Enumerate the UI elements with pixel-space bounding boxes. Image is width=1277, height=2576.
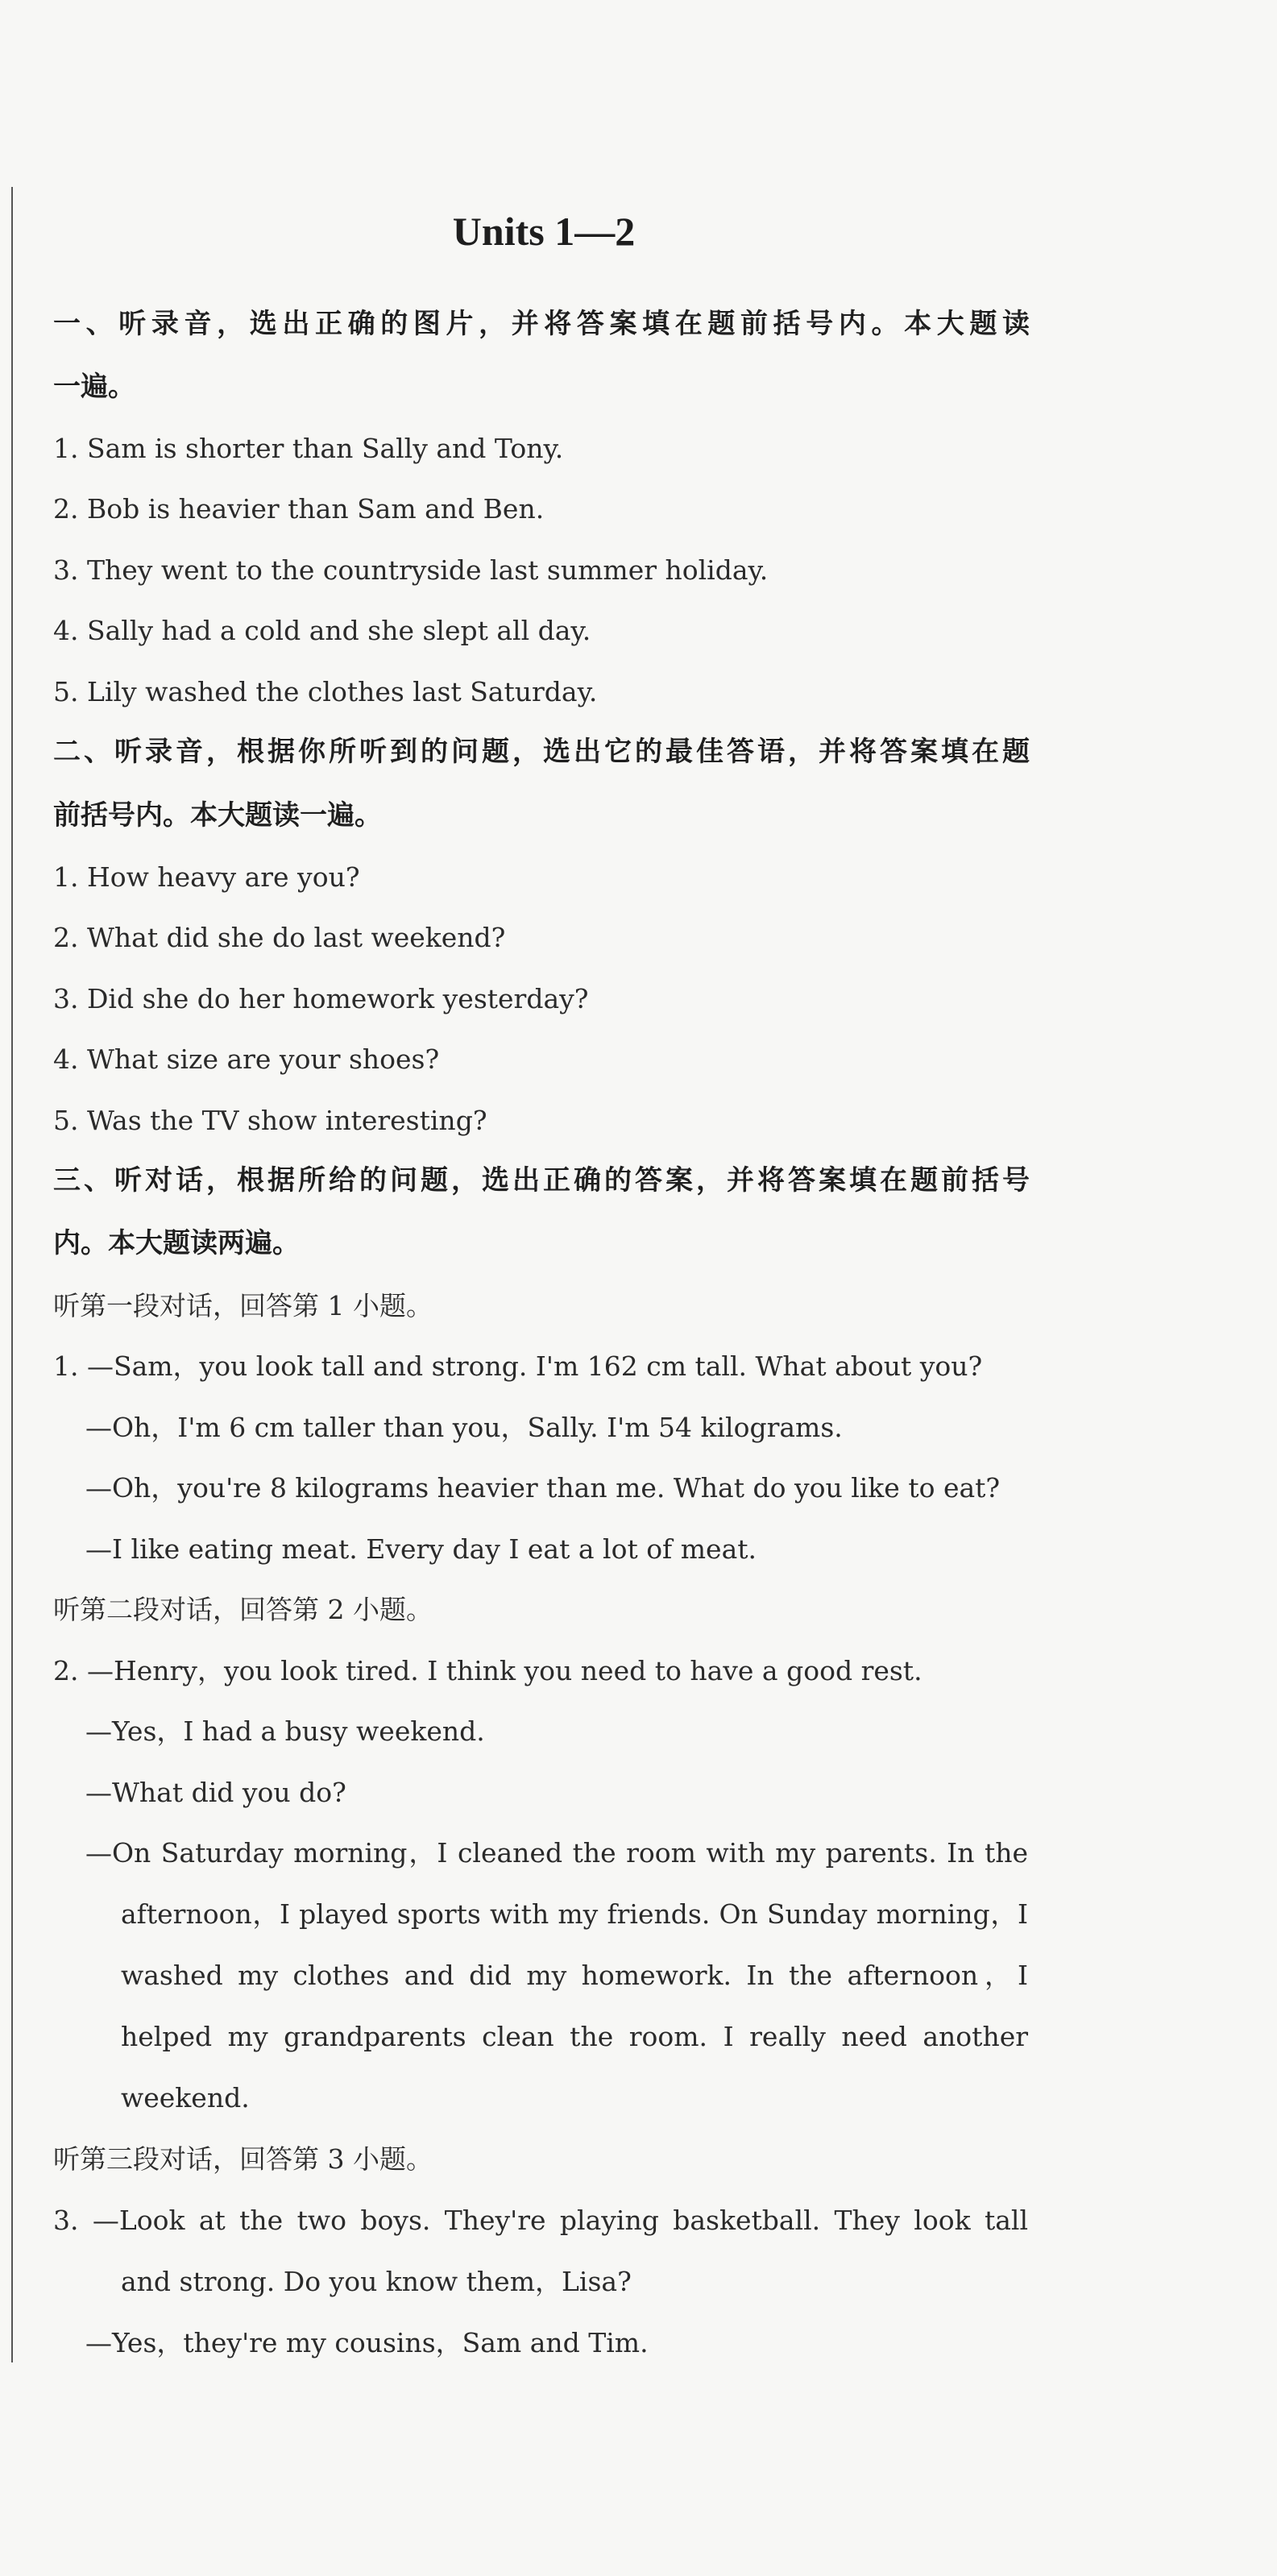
section-1-item-1: 1. Sam is shorter than Sally and Tony. bbox=[53, 433, 564, 464]
dialog-3-line-2: —Yes，they're my cousins，Sam and Tim. bbox=[85, 2327, 649, 2358]
dialog-2-prompt: 听第二段对话，回答第 2 小题。 bbox=[53, 1594, 433, 1625]
dialog-1-line-3: —Oh，you're 8 kilograms heavier than me. What do you like to eat? bbox=[85, 1472, 1001, 1504]
margin-line bbox=[11, 187, 13, 2362]
section-3-heading-line-1: 三、听对话，根据所给的问题，选出正确的答案，并将答案填在题前括号 bbox=[53, 1164, 1030, 1197]
dialog-2-line-2: —Yes，I had a busy weekend. bbox=[85, 1715, 485, 1747]
section-2-item-5: 5. Was the TV show interesting? bbox=[53, 1105, 487, 1136]
dialog-2-line-4: —On Saturday morning，I cleaned the room with my parents. In the bbox=[85, 1837, 1028, 1869]
dialog-2-cont-3: helped my grandparents clean the room. I really need another bbox=[121, 2021, 1028, 2052]
section-3-heading-line-2: 内。本大题读两遍。 bbox=[53, 1227, 300, 1259]
section-2-item-4: 4. What size are your shoes? bbox=[53, 1043, 440, 1075]
dialog-2-line-3: —What did you do? bbox=[85, 1777, 346, 1808]
dialog-1-line-4: —I like eating meat. Every day I eat a lot of meat. bbox=[85, 1533, 757, 1565]
section-2-heading-line-1: 二、听录音，根据你所听到的问题，选出它的最佳答语，并将答案填在题 bbox=[53, 736, 1030, 768]
dialog-2-cont-2: washed my clothes and did my homework. In the afternoon，I bbox=[121, 1960, 1028, 1991]
section-1-item-5: 5. Lily washed the clothes last Saturday. bbox=[53, 676, 598, 707]
section-1-item-4: 4. Sally had a cold and she slept all day. bbox=[53, 615, 591, 646]
section-2-heading-line-2: 前括号内。本大题读一遍。 bbox=[53, 799, 382, 832]
dialog-1-line-2: —Oh，I'm 6 cm taller than you，Sally. I'm 54 kilograms. bbox=[85, 1412, 843, 1443]
section-1-heading-line-1: 一、听录音，选出正确的图片，并将答案填在题前括号内。本大题读 bbox=[53, 308, 1030, 340]
section-1-item-2: 2. Bob is heavier than Sam and Ben. bbox=[53, 493, 545, 525]
dialog-1-line-1: 1. —Sam，you look tall and strong. I'm 162 cm tall. What about you? bbox=[53, 1350, 983, 1382]
dialog-2-line-1: 2. —Henry，you look tired. I think you need to have a good rest. bbox=[53, 1655, 923, 1686]
dialog-3-cont-1: and strong. Do you know them，Lisa? bbox=[121, 2266, 632, 2297]
dialog-3-line-1: 3. —Look at the two boys. They're playing basketball. They look tall bbox=[53, 2205, 1028, 2236]
section-2-item-3: 3. Did she do her homework yesterday? bbox=[53, 983, 589, 1014]
section-1-heading-line-2: 一遍。 bbox=[53, 371, 135, 403]
section-2-item-1: 1. How heavy are you? bbox=[53, 861, 360, 893]
page-title: Units 1—2 bbox=[452, 209, 636, 254]
section-1-item-3: 3. They went to the countryside last summer holiday. bbox=[53, 554, 769, 586]
dialog-2-cont-1: afternoon，I played sports with my friends. On Sunday morning，I bbox=[121, 1898, 1028, 1930]
dialog-3-prompt: 听第三段对话，回答第 3 小题。 bbox=[53, 2143, 433, 2175]
dialog-2-cont-4: weekend. bbox=[121, 2082, 250, 2113]
dialog-1-prompt: 听第一段对话，回答第 1 小题。 bbox=[53, 1290, 433, 1321]
section-2-item-2: 2. What did she do last weekend? bbox=[53, 922, 506, 953]
